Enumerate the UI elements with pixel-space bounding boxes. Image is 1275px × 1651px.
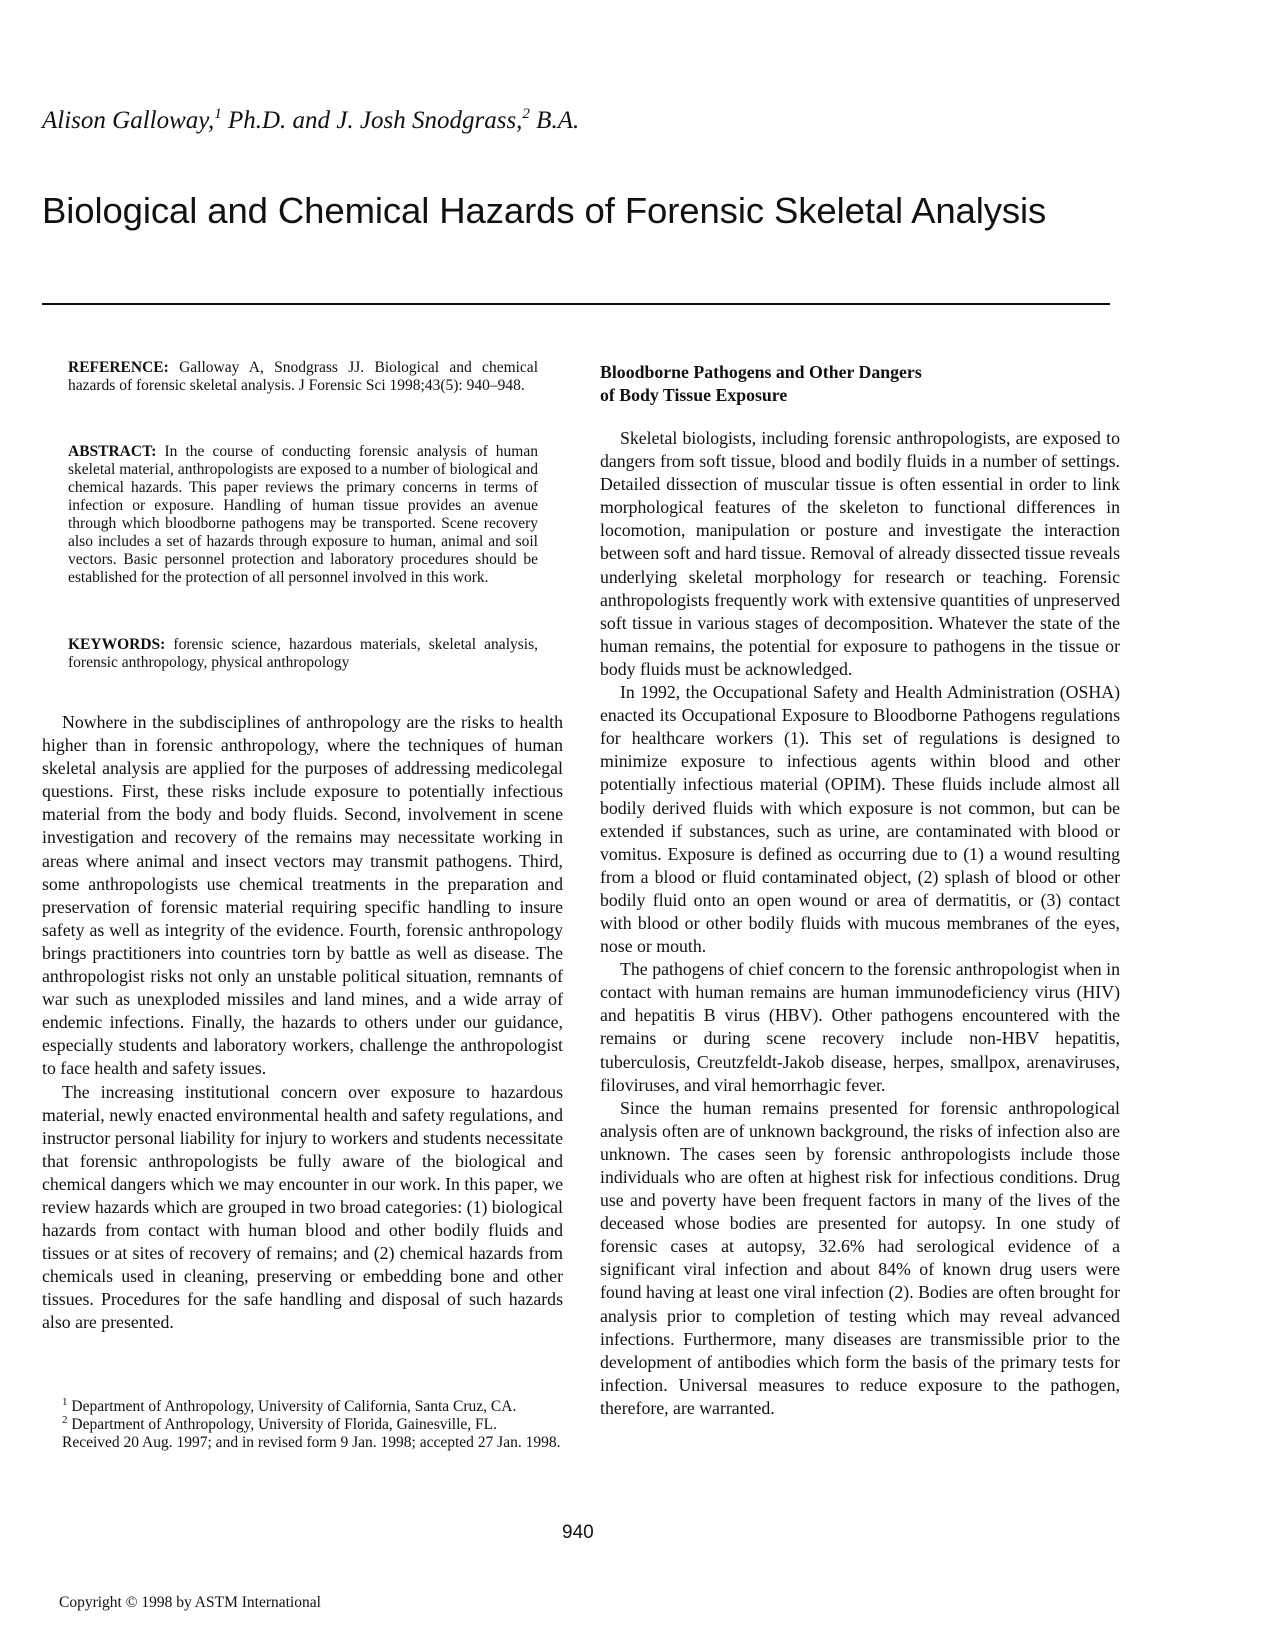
footnote-1 [42,1398,563,1416]
author-line [42,104,579,138]
right-column-body [600,427,1120,1420]
received-dates: Received 20 Aug. 1997; and in revised form 9 Jan. 1998; accepted 27 Jan. 1998. [62,1434,561,1452]
body-paragraph: The increasing institutional concern over exposure to hazardous material, newly enacted environmental health and safety regulations, and instructor personal liability for injury to workers and students necessitate that forensic anthropologists be fully aware of the biological and chemical dangers which we may encounter in our work. In this paper, we review hazards which are grouped in two broad categories: (1) biological hazards from contact with human blood and other bodily fluids and tissues or at sites of recovery of remains; and (2) chemical hazards from chemicals used in cleaning, preserving or embedding bone and other tissues. Procedures for the safe handling and disposal of such hazards also are presented. [42,1081,563,1333]
footnote-1-text: Department of Anthropology, University of California, Santa Cruz, CA. [67,1398,517,1415]
footnote-1-mark: 1 [62,1396,68,1408]
section-heading-line-2: of Body Tissue Exposure [600,385,788,405]
reference-text: Galloway A, Snodgrass JJ. Biological and chemical hazards of forensic skeletal analysis. J Forensic Sci 1998;43(5): 940–948. [68,359,538,394]
abstract-block [68,443,538,587]
left-column-body [42,711,563,1335]
footnote-2-text: Department of Anthropology, University of Florida, Gainesville, FL. [67,1416,497,1434]
keywords-text: forensic science, hazardous materials, skeletal analysis, forensic anthropology, physical anthropology [68,636,538,671]
title-divider [42,303,1110,305]
abstract-text: In the course of conducting forensic analysis of human skeletal material, anthropologists are exposed to a number of biological and chemical hazards. This paper reviews the primary concerns in terms of infection or exposure. Handling of human tissue provides an avenue through which bloodborne pathogens may be transported. Scene recovery also includes a set of hazards through exposure to human, animal and soil vectors. Basic personnel protection and laboratory procedures should be established for the protection of all personnel involved in this work. [68,443,538,586]
page-number: 940 [562,1522,594,1543]
footnote-2 [42,1416,563,1434]
article-title: Biological and Chemical Hazards of Forensic Skeletal Analysis [42,190,1047,231]
footnote-2-mark: 2 [62,1414,68,1427]
keywords-block [68,636,538,672]
author-2-degree: B.A. [529,107,580,134]
body-paragraph: Nowhere in the subdisciplines of anthropology are the risks to health higher than in forensic anthropology, where the techniques of human skeletal analysis are applied for the purposes of addressing medicolegal questions. First, these risks include exposure to potentially infectious material from the body and body fluids. Second, involvement in scene investigation and recovery of the remains may necessitate working in areas where animal and insect vectors may transmit pathogens. Third, some anthropologists use chemical treatments in the preparation and preservation of forensic material requiring specific handling to insure safety as well as integrity of the evidence. Fourth, forensic anthropology brings practitioners into countries torn by battle as well as disease. The anthropologist risks not only an unstable political situation, remnants of war such as unexploded missiles and land mines, and a wide array of endemic infections. Finally, the hazards to others under our guidance, especially students and laboratory workers, challenge the anthropologist to face health and safety issues. [42,712,563,1079]
author-1-affiliation-mark: 1 [214,106,222,122]
copyright-notice: Copyright © 1998 by ASTM International [59,1594,321,1611]
keywords-label: KEYWORDS: [68,636,166,653]
author-1-degree-and-author-2: Ph.D. and J. Josh Snodgrass, [221,107,523,134]
body-paragraph: Skeletal biologists, including forensic anthropologists, are exposed to dangers from soft tissue, blood and bodily fluids in a number of settings. Detailed dissection of muscular tissue is often essential in order to link morphological features of the skeleton to functional differences in locomotion, manipulation or posture and investigate the interaction between soft and hard tissue. Removal of already dissected tissue reveals underlying skeletal morphology for research or teaching. Forensic anthropologists frequently work with extensive quantities of unpreserved soft tissue in various stages of decomposition. Whatever the state of the human remains, the potential for exposure to pathogens in the tissue or body fluids must be acknowledged. [600,428,1120,679]
section-heading [600,361,1120,407]
reference-block [68,359,538,395]
footnotes [42,1398,563,1453]
author-1-name: Alison Galloway, [42,107,215,134]
body-paragraph: Since the human remains presented for forensic anthropological analysis often are of unknown background, the risks of infection also are unknown. The cases seen by forensic anthropologists include those individuals who are often at highest risk for infectious conditions. Drug use and poverty have been frequent factors in many of the lives of the deceased whose bodies are presented for autopsy. In one study of forensic cases at autopsy, 32.6% had serological evidence of a significant viral infection and about 84% of known drug users were found having at least one viral infection (2). Bodies are often brought for analysis prior to completion of testing which may reveal advanced infections. Furthermore, many diseases are transmissible prior to the development of antibodies which form the basis of the primary tests for infection. Universal measures to reduce exposure to the pathogen, therefore, are warranted. [600,1097,1120,1418]
author-2-affiliation-mark: 2 [522,106,530,122]
abstract-label: ABSTRACT: [68,443,157,460]
section-heading-line-1: Bloodborne Pathogens and Other Dangers [600,362,922,382]
body-paragraph: The pathogens of chief concern to the forensic anthropologist when in contact with human remains are human immunodeficiency virus (HIV) and hepatitis B virus (HBV). Other pathogens encountered with the remains or during scene recovery include non-HBV hepatitis, tuberculosis, Creutzfeldt-Jakob disease, herpes, smallpox, arenaviruses, filoviruses, and viral hemorrhagic fever. [600,959,1120,1095]
body-paragraph: In 1992, the Occupational Safety and Health Administration (OSHA) enacted its Occupational Exposure to Bloodborne Pathogens regulations for healthcare workers (1). This set of regulations is designed to minimize exposure to infectious agents within blood and other potentially infectious material (OPIM). These fluids include almost all bodily derived fluids with which exposure is not common, but can be extended if substances, such as urine, are contaminated with blood or vomitus. Exposure is defined as occurring due to (1) a wound resulting from a blood or fluid contaminated object, (2) splash of blood or other bodily fluid onto an open wound or area of dermatitis, or (3) contact with blood or other bodily fluids with mucous membranes of the eyes, nose or mouth. [600,682,1120,957]
reference-label: REFERENCE: [68,359,169,376]
